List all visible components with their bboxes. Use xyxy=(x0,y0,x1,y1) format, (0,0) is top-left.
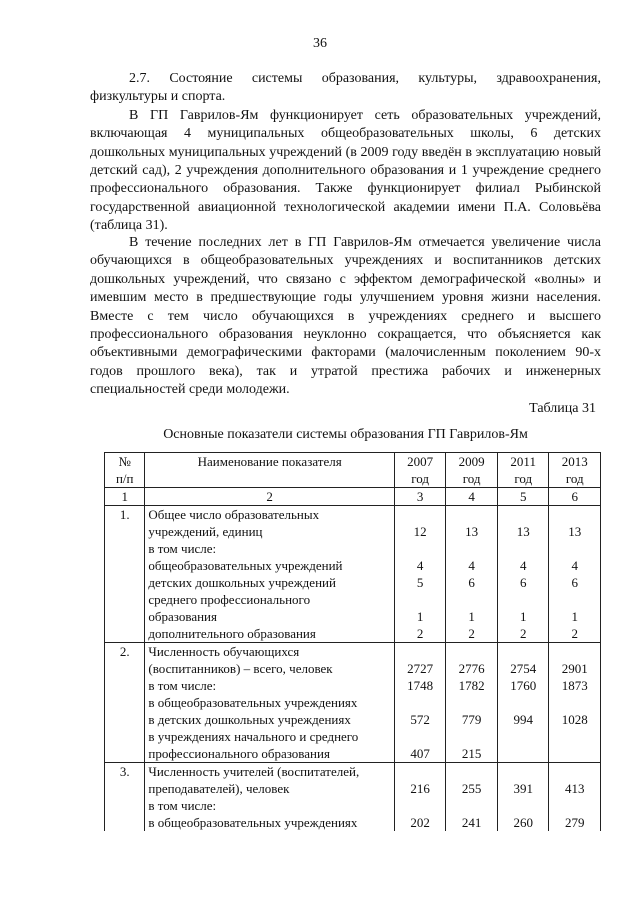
indicator-name-line: общеобразовательных учреждений xyxy=(148,558,343,573)
value xyxy=(552,506,597,523)
table-header-row xyxy=(105,453,601,488)
row-number-cell xyxy=(105,763,145,832)
table-row xyxy=(105,643,601,763)
index-cell: 4 xyxy=(446,488,498,506)
header-year-line: год xyxy=(565,471,584,486)
header-year-line: 2009 xyxy=(458,454,485,469)
value xyxy=(398,694,443,711)
value xyxy=(398,728,443,745)
header-year xyxy=(394,453,446,488)
index-cell: 1 xyxy=(105,488,145,506)
value xyxy=(501,643,546,660)
value xyxy=(552,540,597,557)
header-year xyxy=(549,453,601,488)
header-year-line: 2007 xyxy=(407,454,434,469)
value: 572 xyxy=(410,712,430,727)
value xyxy=(501,506,546,523)
value: 2 xyxy=(571,626,578,641)
value: 2901 xyxy=(561,661,588,676)
value: 6 xyxy=(468,575,475,590)
value: 1760 xyxy=(510,678,537,693)
indicator-name-cell xyxy=(145,763,395,832)
value-cell xyxy=(549,643,601,763)
value: 13 xyxy=(568,524,582,539)
body-text-section-heading xyxy=(90,70,601,236)
value xyxy=(501,763,546,780)
value-cell xyxy=(446,506,498,643)
value xyxy=(398,763,443,780)
value xyxy=(552,797,597,814)
value: 1 xyxy=(416,609,424,624)
indicator-name-line: в общеобразовательных учреждениях xyxy=(148,695,358,710)
header-num xyxy=(105,453,145,488)
page-number: 36 xyxy=(313,36,327,51)
index-cell: 6 xyxy=(549,488,601,506)
value: 2 xyxy=(519,626,527,641)
row-number: 1. xyxy=(119,507,130,522)
value xyxy=(449,506,494,523)
value xyxy=(449,694,494,711)
indicator-name-line: в том числе: xyxy=(148,678,217,693)
value xyxy=(552,763,597,780)
indicator-name-line: в детских дошкольных учреждениях xyxy=(148,712,351,727)
value-cell xyxy=(394,506,446,643)
value: 12 xyxy=(413,524,427,539)
indicator-name-cell xyxy=(145,506,395,643)
indicator-name-line: Численность учителей (воспитателей, xyxy=(148,764,360,779)
value: 255 xyxy=(461,781,482,796)
value: 1028 xyxy=(561,712,588,727)
value-cell xyxy=(497,643,549,763)
value xyxy=(501,745,546,762)
header-num-line: № xyxy=(118,454,131,469)
value xyxy=(449,643,494,660)
value xyxy=(398,591,443,608)
value xyxy=(398,643,443,660)
indicator-name-line: среднего профессионального xyxy=(148,592,311,607)
paragraph: В ГП Гаврилов-Ям функционирует сеть образовательных учреждений, включающая 4 муниципальных общеобразовательных школы, 6 детских дошкольных муниципальных учреждений (в 2009 году введён в эксплуатацию новый детский сад), 2 учреждения дополнительного образования и 1 учреждение среднего профессионального образования. Также функционирует филиал Рыбинской государственной авиационной технологической академии имени П.А. Соловьёва (таблица 31). xyxy=(90,107,601,234)
value: 1782 xyxy=(458,678,485,693)
header-year-line: год xyxy=(514,471,533,486)
indicator-name-line: в общеобразовательных учреждениях xyxy=(148,815,358,830)
row-number-cell xyxy=(105,506,145,643)
value xyxy=(449,797,494,814)
table-index-row xyxy=(105,488,601,506)
value xyxy=(449,591,494,608)
row-number: 2. xyxy=(119,644,130,659)
value: 779 xyxy=(461,712,482,727)
value: 1748 xyxy=(407,678,434,693)
table-row xyxy=(105,506,601,643)
value-cell xyxy=(394,643,446,763)
value: 202 xyxy=(410,815,430,830)
value xyxy=(449,728,494,745)
value: 5 xyxy=(416,575,424,590)
value-cell xyxy=(497,506,549,643)
body-text-trends xyxy=(90,234,601,400)
row-number-cell xyxy=(105,643,145,763)
indicator-name-line: детских дошкольных учреждений xyxy=(148,575,336,590)
indicator-name-line: образования xyxy=(148,609,217,624)
value xyxy=(501,797,546,814)
value-cell xyxy=(446,763,498,832)
value xyxy=(501,591,546,608)
value: 407 xyxy=(410,746,430,761)
value: 2 xyxy=(416,626,424,641)
header-year-line: год xyxy=(462,471,481,486)
value-cell xyxy=(446,643,498,763)
row-number: 3. xyxy=(119,764,130,779)
index-cell: 5 xyxy=(497,488,549,506)
indicator-name-line: учреждений, единиц xyxy=(148,524,263,539)
value-cell xyxy=(549,506,601,643)
value xyxy=(398,506,443,523)
indicator-name-line: в том числе: xyxy=(148,798,217,813)
indicator-name-line: в том числе: xyxy=(148,541,217,556)
indicator-name-line: преподавателей), человек xyxy=(148,781,290,796)
education-indicators-table xyxy=(104,452,601,831)
value: 4 xyxy=(468,558,475,573)
value: 279 xyxy=(564,815,585,830)
value xyxy=(449,763,494,780)
value xyxy=(552,745,597,762)
indicator-name-line: в учреждениях начального и среднего xyxy=(148,729,359,744)
index-cell: 3 xyxy=(394,488,446,506)
value xyxy=(398,540,443,557)
header-num-line: п/п xyxy=(115,471,134,486)
indicator-name-line: (воспитанников) – всего, человек xyxy=(148,661,333,676)
header-year-line: 2011 xyxy=(510,454,536,469)
value xyxy=(501,728,546,745)
value: 1 xyxy=(571,609,578,624)
value: 6 xyxy=(571,575,578,590)
header-name-text: Наименование показателя xyxy=(197,454,342,469)
value: 2776 xyxy=(458,661,485,676)
indicator-name-line: Общее число образовательных xyxy=(148,507,320,522)
value: 391 xyxy=(513,781,533,796)
value xyxy=(552,728,597,745)
value: 216 xyxy=(410,781,430,796)
value-cell xyxy=(394,763,446,832)
table-title: Основные показатели системы образования ГП Гаврилов-Ям xyxy=(163,427,528,442)
value xyxy=(449,540,494,557)
value: 260 xyxy=(513,815,533,830)
indicator-name-line: профессионального образования xyxy=(148,746,330,761)
value xyxy=(501,694,546,711)
value: 2754 xyxy=(510,661,537,676)
value: 2 xyxy=(468,626,475,641)
value: 413 xyxy=(564,781,585,796)
value: 13 xyxy=(465,524,479,539)
table-row xyxy=(105,763,601,832)
table-body xyxy=(105,506,601,832)
value-cell xyxy=(497,763,549,832)
header-year xyxy=(497,453,549,488)
indicator-name-line: Численность обучающихся xyxy=(148,644,300,659)
value: 241 xyxy=(461,815,482,830)
value: 215 xyxy=(461,746,482,761)
header-year-line: год xyxy=(411,471,430,486)
value: 6 xyxy=(519,575,527,590)
value: 994 xyxy=(513,712,533,727)
value xyxy=(552,591,597,608)
value-cell xyxy=(549,763,601,832)
header-year-line: 2013 xyxy=(561,454,588,469)
paragraph: 2.7. Состояние системы образования, культуры, здравоохранения, физкультуры и спорта. xyxy=(90,71,601,105)
value: 1 xyxy=(468,609,475,624)
table-label: Таблица 31 xyxy=(529,401,596,416)
header-name xyxy=(145,453,395,488)
value: 13 xyxy=(516,524,530,539)
value xyxy=(398,797,443,814)
value: 2727 xyxy=(407,661,434,676)
value: 4 xyxy=(571,558,578,573)
index-cell: 2 xyxy=(145,488,395,506)
paragraph: В течение последних лет в ГП Гаврилов-Ям отмечается увеличение числа обучающихся в общеобразовательных учреждениях и воспитанников детских дошкольных учреждений, что связано с эффектом демографической «волны» и имевшим место в предшествующие годы улучшением уровня жизни населения. Вместе с тем число обучающихся в учреждениях среднего и высшего профессионального образования неуклонно сокращается, что объясняется как объективными демографическими факторами (малочисленным поколением 90-х годов прошлого века), так и утратой престижа рабочих и инженерных специальностей среди молодежи. xyxy=(90,235,601,398)
value xyxy=(501,540,546,557)
value: 4 xyxy=(519,558,527,573)
value xyxy=(552,694,597,711)
value: 1873 xyxy=(561,678,588,693)
header-year xyxy=(446,453,498,488)
indicator-name-cell xyxy=(145,643,395,763)
value: 1 xyxy=(519,609,527,624)
value xyxy=(552,643,597,660)
value: 4 xyxy=(416,558,424,573)
indicator-name-line: дополнительного образования xyxy=(148,626,316,641)
